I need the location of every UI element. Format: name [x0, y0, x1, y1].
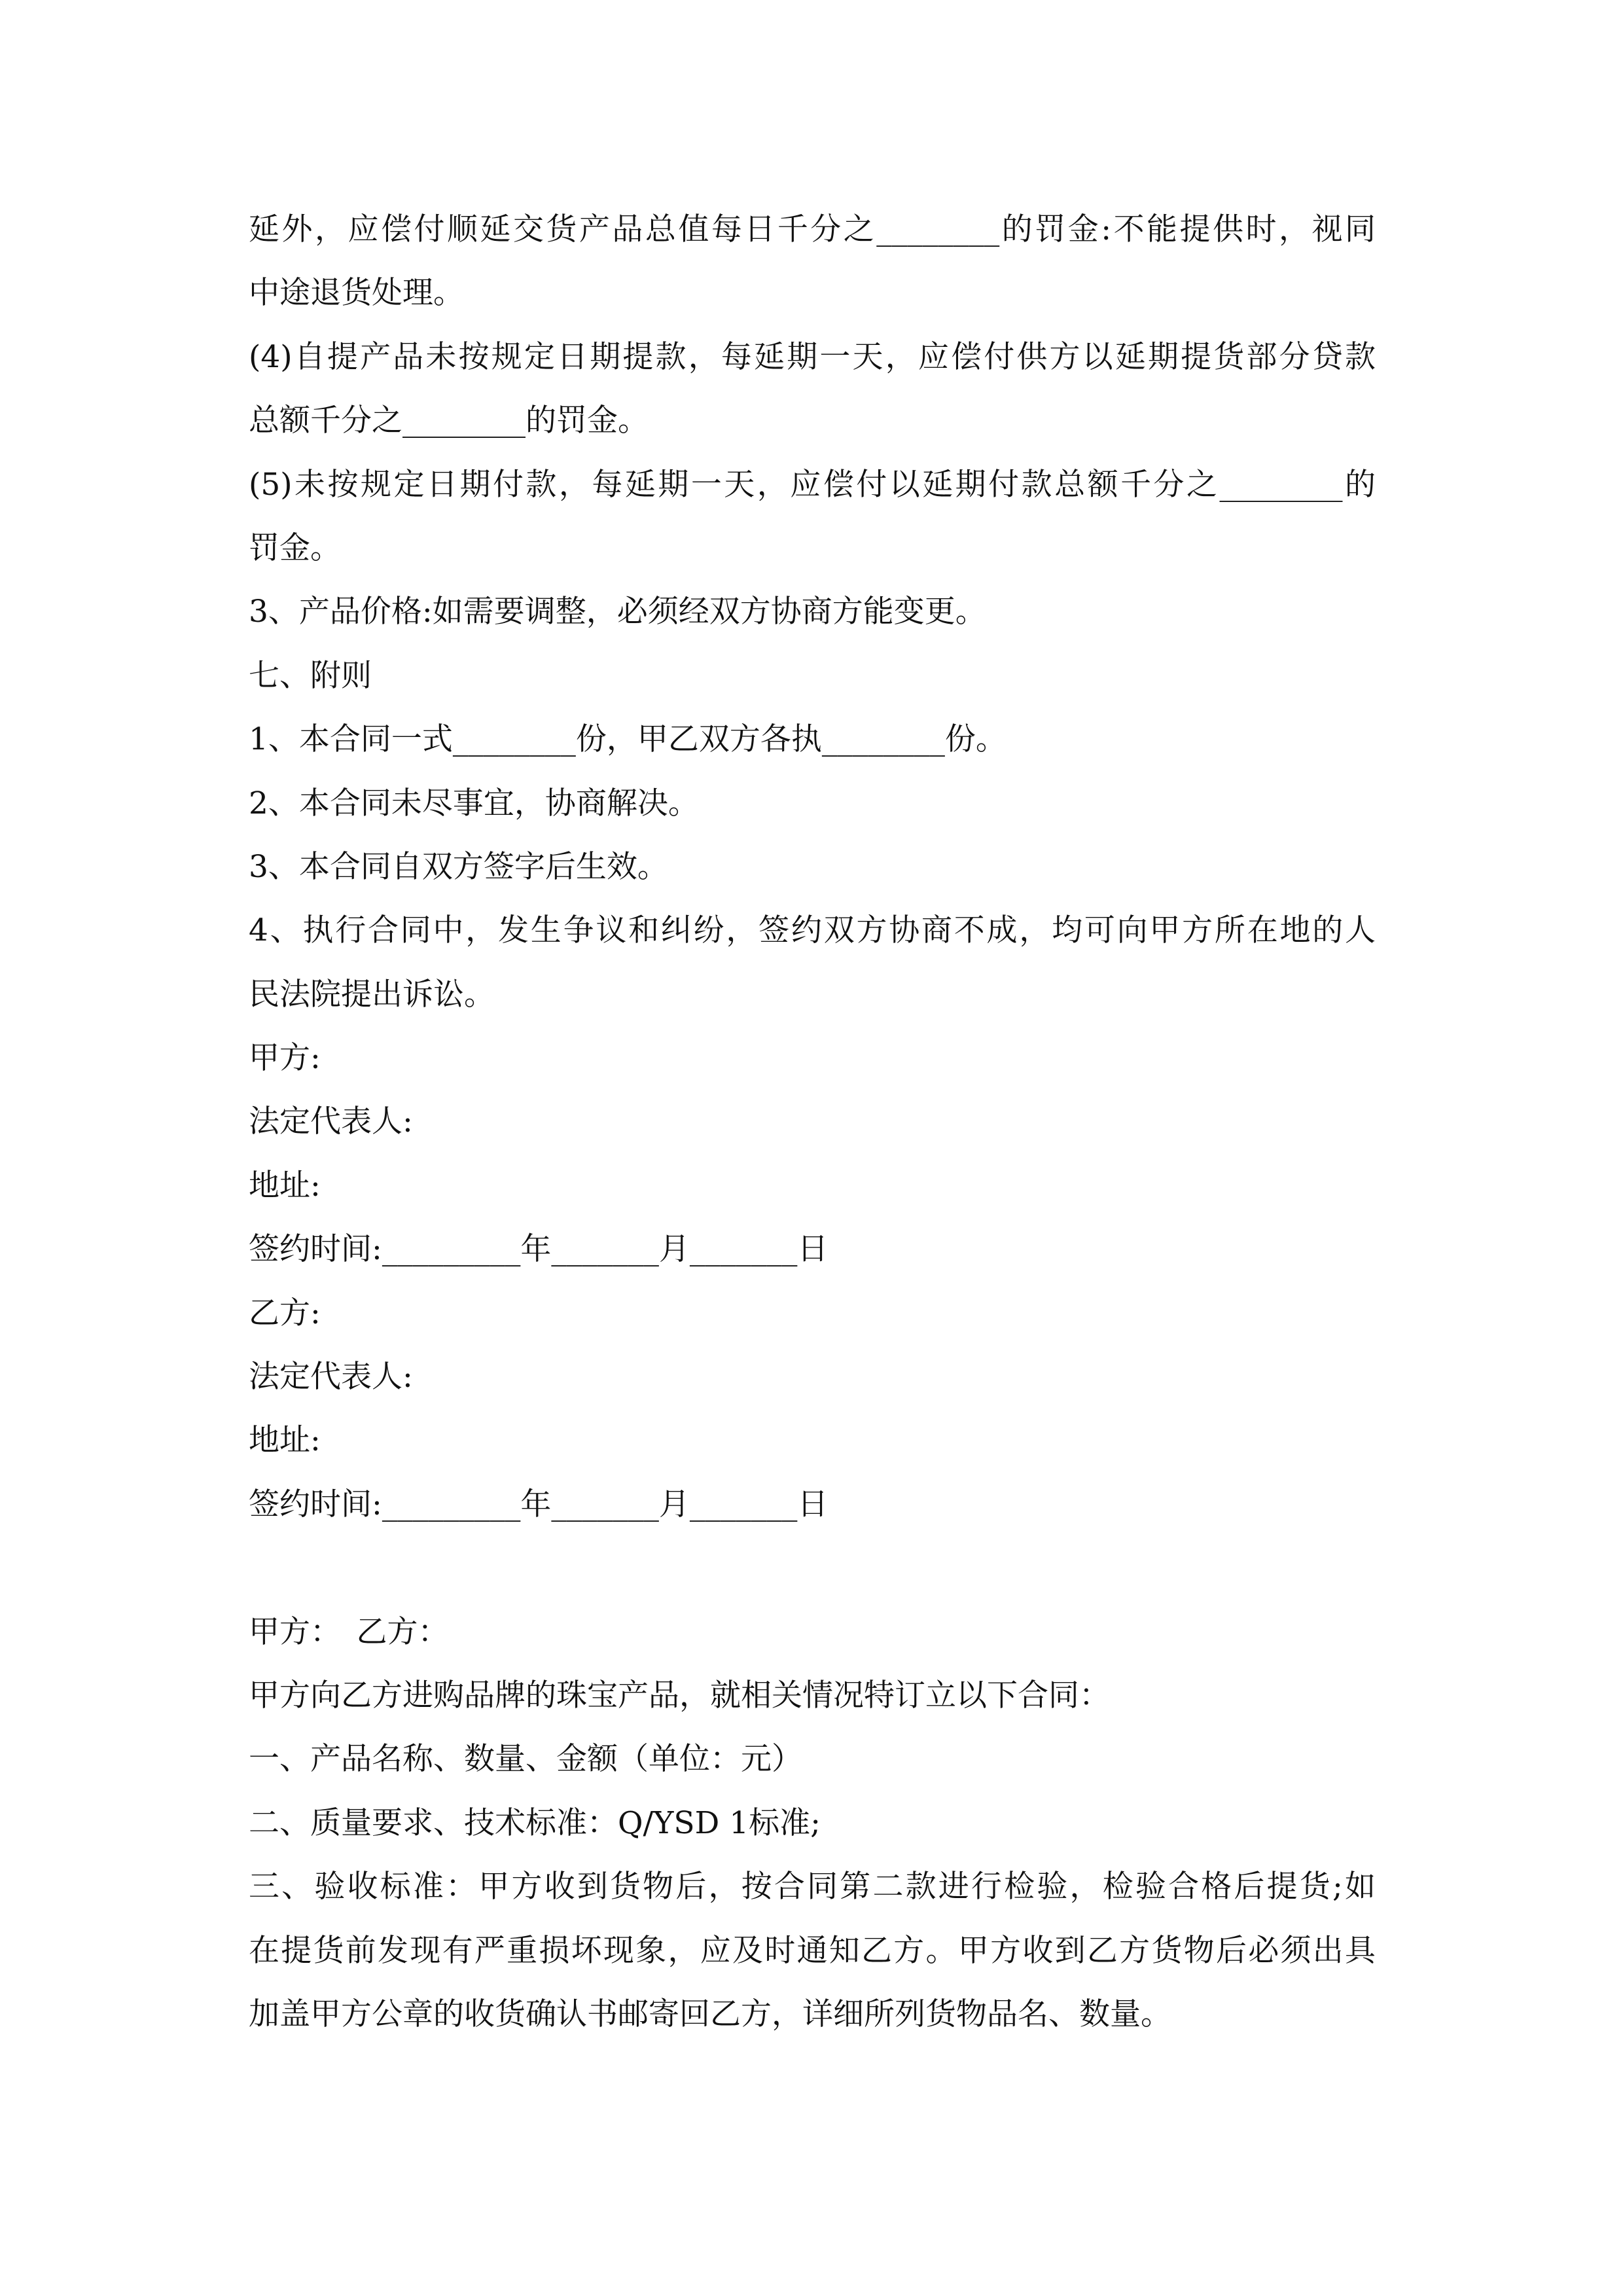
blank-line: [249, 1536, 1376, 1600]
clause-4-line: (4)自提产品未按规定日期提款，每延期一天，应偿付供方以延期提货部分贷款: [249, 338, 1376, 375]
contract-intro: 甲方向乙方进购品牌的珠宝产品，就相关情况特订立以下合同：: [249, 1677, 1110, 1713]
party-b-representative-label: 法定代表人:: [249, 1359, 413, 1395]
clause-5-line: 罚金。: [249, 529, 341, 566]
appendix-item-4: 4、执行合同中，发生争议和纠纷，签约双方协商不成，均可向甲方所在地的人: [249, 912, 1376, 949]
penalty-clause-line: 中途退货处理。: [249, 275, 464, 312]
party-b-address-label: 地址:: [249, 1422, 321, 1459]
appendix-item-2: 2、本合同未尽事宜，协商解决。: [249, 785, 699, 821]
penalty-clause-line: 延外，应偿付顺延交货产品总值每日千分之________的罚金:不能提供时，视同: [249, 211, 1376, 247]
party-a-address-label: 地址:: [249, 1167, 321, 1204]
document-page: [249, 198, 1376, 2046]
section-3-line: 三、验收标准：甲方收到货物后，按合同第二款进行检验，检验合格后提货;如: [249, 1869, 1376, 1905]
party-a-signing-date: 签约时间:_________年_______月_______日: [249, 1231, 829, 1268]
section-3-line: 加盖甲方公章的收货确认书邮寄回乙方，详细所列货物品名、数量。: [249, 1996, 1171, 2032]
party-b-label: 乙方:: [249, 1295, 321, 1331]
section-3-line: 在提货前发现有严重损坏现象，应及时通知乙方。甲方收到乙方货物后必须出具: [249, 1932, 1376, 1969]
party-a-label: 甲方:: [249, 1040, 321, 1077]
section-heading-appendix: 七、附则: [249, 657, 372, 694]
party-b-signing-date: 签约时间:_________年_______月_______日: [249, 1486, 829, 1522]
parties-header: 甲方： 乙方：: [249, 1613, 449, 1650]
clause-5-line: (5)未按规定日期付款，每延期一天，应偿付以延期付款总额千分之________的: [249, 466, 1376, 503]
section-2-heading: 二、质量要求、技术标准：Q/YSD 1标准;: [249, 1804, 821, 1841]
price-clause: 3、产品价格:如需要调整，必须经双方协商方能变更。: [249, 594, 986, 630]
appendix-item-1: 1、本合同一式________份，甲乙双方各执________份。: [249, 721, 1007, 758]
party-a-representative-label: 法定代表人:: [249, 1103, 413, 1140]
appendix-item-3: 3、本合同自双方签字后生效。: [249, 848, 668, 885]
section-1-heading: 一、产品名称、数量、金额（单位：元）: [249, 1741, 802, 1778]
clause-4-line: 总额千分之________的罚金。: [249, 403, 649, 439]
appendix-item-4: 民法院提出诉讼。: [249, 976, 495, 1013]
